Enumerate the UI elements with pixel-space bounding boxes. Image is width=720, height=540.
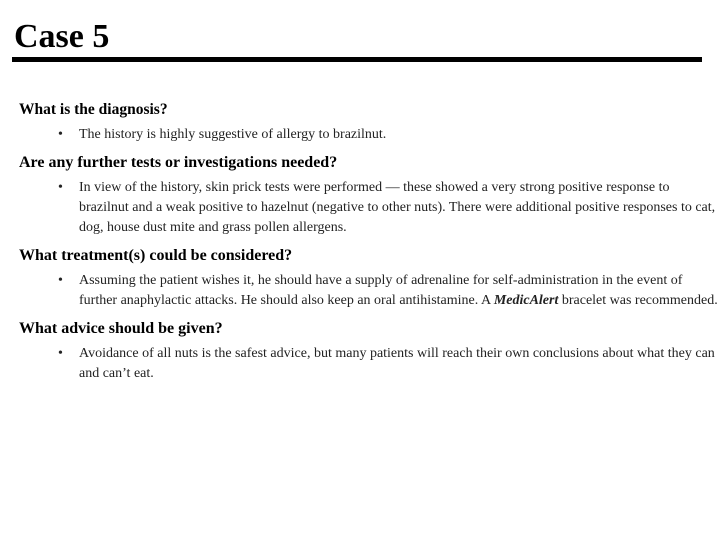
question-tests: Are any further tests or investigations needed? [19, 154, 338, 171]
qa-diagnosis [19, 99, 719, 145]
answer-text-before: Assuming the patient wishes it, he should have a supply of adrenaline for self-administration in the event of further anaphylactic attacks. He should also keep an oral antihistamine. A [79, 273, 683, 308]
title-underline [12, 57, 702, 62]
slide-title: Case 5 [14, 18, 110, 55]
qa-treatment [19, 245, 719, 311]
qa-advice [19, 318, 719, 384]
question-advice: What advice should be given? [19, 320, 223, 337]
answer-text: Avoidance of all nuts is the safest advice, but many patients will reach their own conclusions about what they can and can’t eat. [79, 346, 715, 381]
answer-diagnosis [58, 125, 719, 145]
qa-tests [19, 152, 719, 238]
bullet-icon: • [58, 346, 63, 361]
answer-treatment [58, 271, 719, 311]
medicalert-brand: MedicAlert [493, 293, 559, 308]
answer-text: The history is highly suggestive of allergy to brazilnut. [79, 127, 387, 142]
case-content [19, 99, 719, 391]
answer-text: In view of the history, skin prick tests were performed — these showed a very strong positive response to brazilnut and a weak positive to hazelnut (negative to other nuts). There were additional positive responses to cat, dog, house dust mite and grass pollen allergens. [79, 180, 716, 235]
question-treatment: What treatment(s) could be considered? [19, 247, 293, 264]
question-diagnosis: What is the diagnosis? [19, 101, 168, 118]
answer-advice [58, 344, 719, 384]
answer-text-after: bracelet was recommended. [558, 293, 718, 308]
bullet-icon: • [58, 127, 63, 142]
bullet-icon: • [58, 180, 63, 195]
bullet-icon: • [58, 273, 63, 288]
answer-tests [58, 178, 719, 238]
